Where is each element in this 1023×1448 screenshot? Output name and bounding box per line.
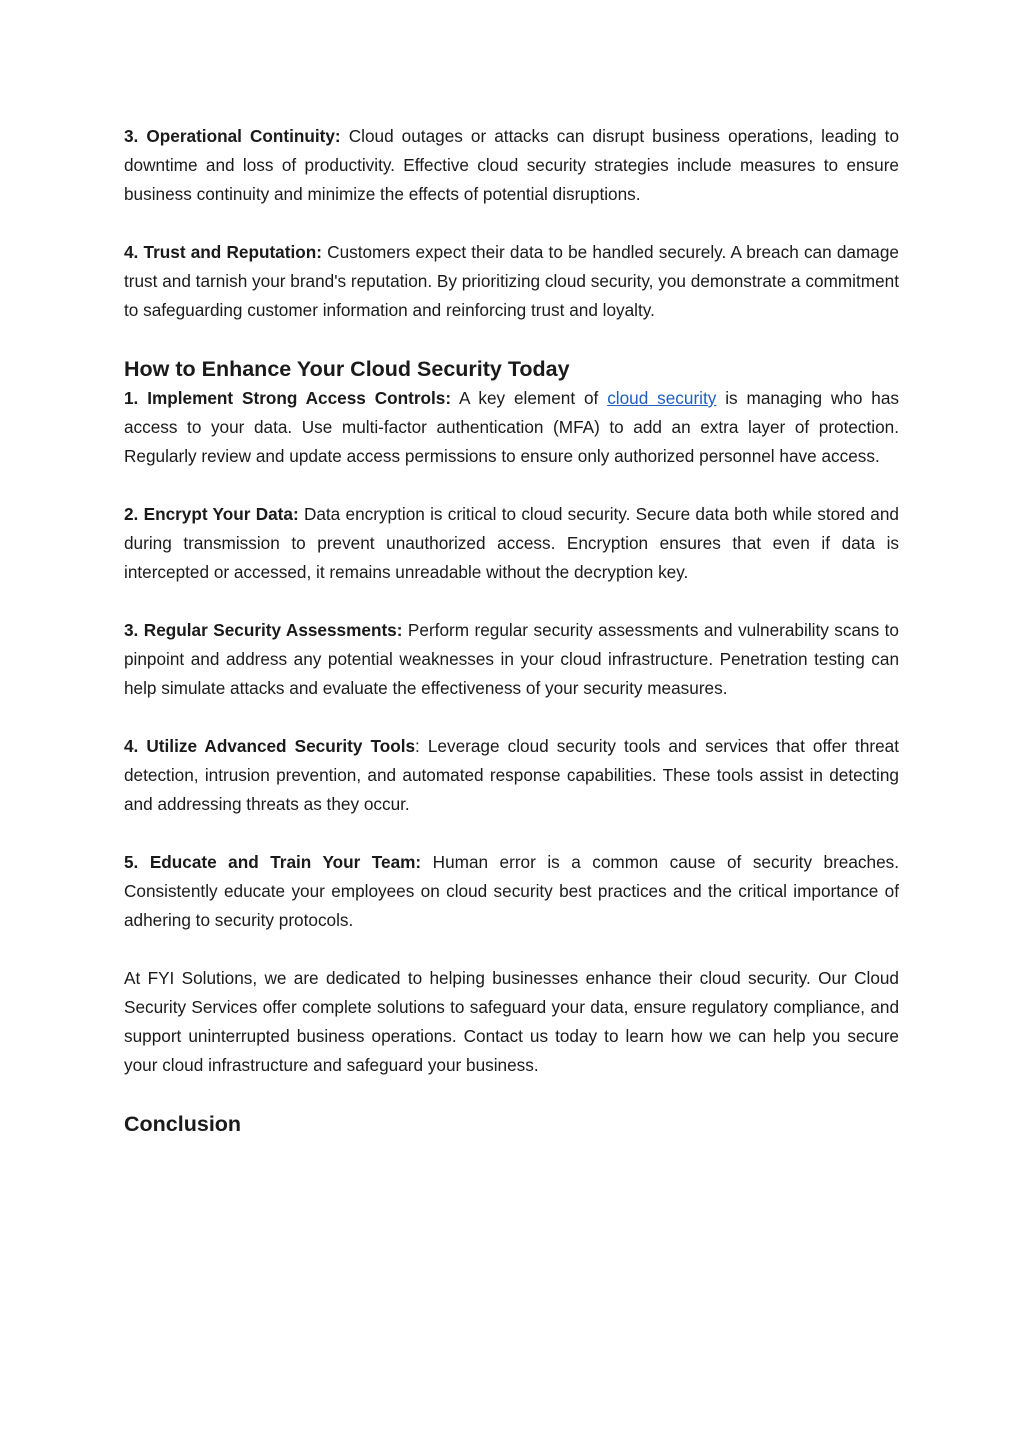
operational-continuity-body: Cloud outages or attacks can disrupt business operations, leading to downtime and loss of productivity. Effective cloud security strategies include measures to ensure business continuity and minimize the effects of potential disruptions. [124, 126, 900, 204]
security-assessments-title: 3. Regular Security Assessments: [124, 620, 403, 640]
security-tools-title: 4. Utilize Advanced Security Tools [124, 736, 416, 756]
paragraph-security-assessments [124, 616, 899, 703]
access-controls-intro: A key element of [451, 388, 608, 408]
educate-team-body: Human error is a common cause of security breaches. Consistently educate your employees on cloud security best practices and the critical importance of adhering to security protocols. [124, 852, 900, 930]
heading-conclusion: Conclusion [124, 1112, 242, 1136]
trust-reputation-body: Customers expect their data to be handled securely. A breach can damage trust and tarnish your brand's reputation. By prioritizing cloud security, you demonstrate a commitment to safeguarding customer information and reinforcing trust and loyalty. [124, 242, 899, 320]
paragraph-educate-team [124, 848, 899, 935]
educate-team-title: 5. Educate and Train Your Team: [124, 852, 422, 872]
cloud-security-link[interactable]: cloud security [607, 388, 717, 408]
paragraph-security-tools [124, 732, 899, 819]
paragraph-trust-reputation [124, 238, 899, 325]
encrypt-data-body: Data encryption is critical to cloud security. Secure data both while stored and during transmission to prevent unauthorized access. Encryption ensures that even if data is intercepted or accessed, it remains unreadable without the decryption key. [124, 504, 899, 582]
paragraph-closing: At FYI Solutions, we are dedicated to helping businesses enhance their cloud security. Our Cloud Security Services offer complete solutions to safeguard your data, ensure regulatory compliance, and support uninterrupted business operations. Contact us today to learn how we can help you secure your cloud infrastructure and safeguard your business. [124, 968, 899, 1075]
paragraph-operational-continuity [124, 122, 899, 209]
access-controls-title: 1. Implement Strong Access Controls: [124, 388, 452, 408]
security-tools-body: : Leverage cloud security tools and services that offer threat detection, intrusion prevention, and automated response capabilities. These tools assist in detecting and addressing threats as they occur. [124, 736, 899, 814]
encrypt-data-title: 2. Encrypt Your Data: [124, 504, 299, 524]
security-assessments-body: Perform regular security assessments and vulnerability scans to pinpoint and address any potential weaknesses in your cloud infrastructure. Penetration testing can help simulate attacks and evaluate the effectiveness of your security measures. [124, 620, 899, 698]
paragraph-encrypt-data [124, 500, 899, 587]
trust-reputation-title: 4. Trust and Reputation: [124, 242, 322, 262]
paragraph-access-controls [124, 384, 899, 471]
document-page [124, 122, 899, 1139]
access-controls-body: is managing who has access to your data. Use multi-factor authentication (MFA) to add an extra layer of protection. Regularly review and update access permissions to ensure only authorized personnel have access. [124, 388, 899, 466]
operational-continuity-title: 3. Operational Continuity: [124, 126, 341, 146]
heading-enhance-cloud-security: How to Enhance Your Cloud Security Today [124, 357, 570, 381]
